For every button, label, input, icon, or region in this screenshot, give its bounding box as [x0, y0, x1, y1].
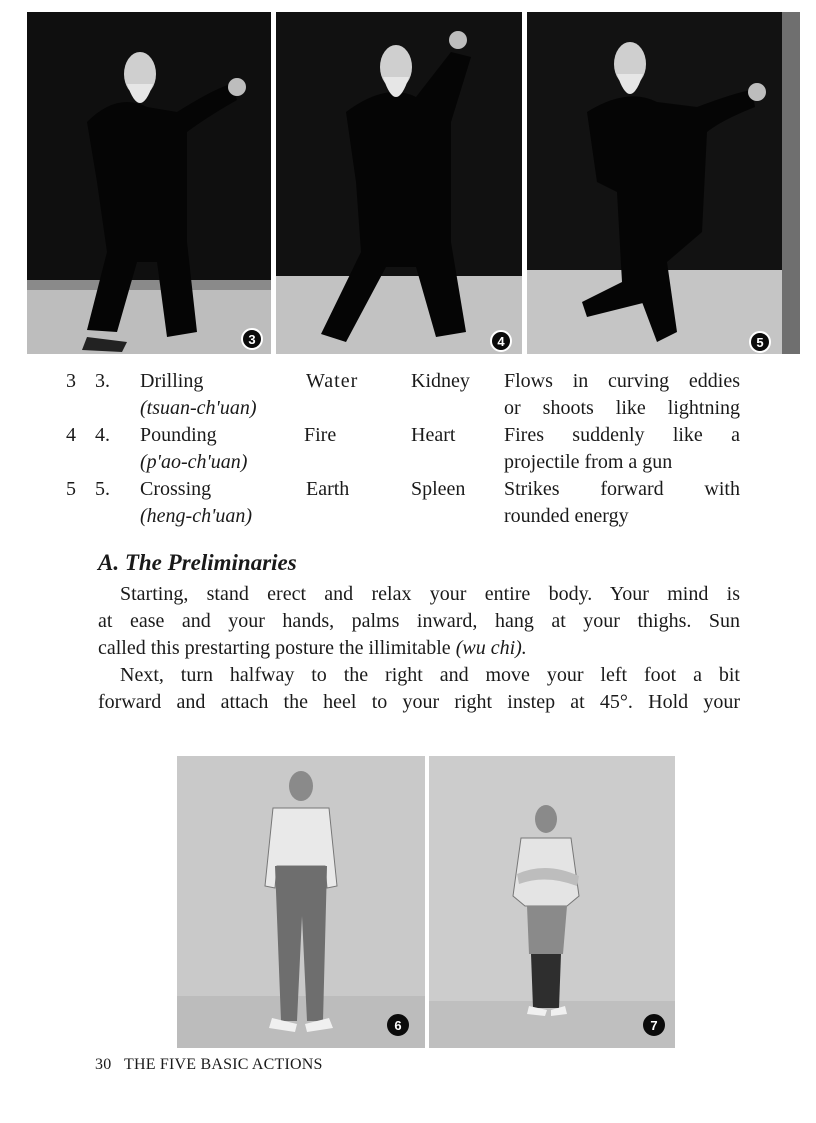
paragraph-1-line-2: at ease and your hands, palms inward, hang at your thighs. Sun [98, 610, 740, 632]
photo-6 [177, 756, 425, 1048]
photo-3 [27, 12, 271, 354]
photo-6-image [177, 756, 425, 1048]
figure-number-7: 7 [643, 1014, 665, 1036]
action-element: Water [306, 370, 359, 392]
action-organ: Kidney [411, 370, 470, 392]
row-number: 4. [95, 424, 110, 446]
action-romanized: (heng-ch'uan) [140, 505, 253, 527]
photo-4-image [276, 12, 522, 354]
photo-7 [429, 756, 675, 1048]
figure-number-5: 5 [749, 331, 771, 353]
action-name: Crossing [140, 478, 212, 500]
paragraph-1-line-3-text: called this prestarting posture the illimitable [98, 637, 456, 659]
action-description-line2: rounded energy [504, 505, 629, 527]
figure-number-6: 6 [387, 1014, 409, 1036]
paragraph-1-line-3 [98, 635, 527, 662]
section-heading: A. The Preliminaries [98, 550, 297, 575]
action-description-line1: Flows in curving eddies [504, 370, 740, 392]
running-title: THE FIVE BASIC ACTIONS [124, 1056, 323, 1073]
page-footer [95, 1056, 323, 1074]
row-number: 5. [95, 478, 110, 500]
paragraph-2-line-2: forward and attach the heel to your right instep at 45°. Hold your [98, 691, 740, 713]
action-description-line2: or shoots like lightning [504, 397, 740, 419]
action-description-line2: projectile from a gun [504, 451, 673, 473]
action-organ: Spleen [411, 478, 466, 500]
paragraph-2-line-1: Next, turn halfway to the right and move your left foot a bit [120, 664, 740, 686]
figure-number-3: 3 [241, 328, 263, 350]
paragraph-1-line-1: Starting, stand erect and relax your entire body. Your mind is [120, 583, 740, 605]
photo-5-image [527, 12, 800, 354]
action-element: Earth [306, 478, 350, 500]
row-index: 5 [66, 478, 76, 500]
page-number: 30 [95, 1056, 112, 1073]
action-description-line1: Fires suddenly like a [504, 424, 740, 446]
action-name: Drilling [140, 370, 204, 392]
action-organ: Heart [411, 424, 456, 446]
wu-chi-term: (wu chi). [455, 637, 527, 659]
photo-5 [527, 12, 800, 354]
action-romanized: (p'ao-ch'uan) [140, 451, 248, 473]
row-number: 3. [95, 370, 110, 392]
photo-4 [276, 12, 522, 354]
action-name: Pounding [140, 424, 217, 446]
photo-7-image [429, 756, 675, 1048]
action-element: Fire [304, 424, 337, 446]
row-index: 4 [66, 424, 76, 446]
action-romanized: (tsuan-ch'uan) [140, 397, 257, 419]
action-description-line1: Strikes forward with [504, 478, 740, 500]
row-index: 3 [66, 370, 76, 392]
figure-number-4: 4 [490, 330, 512, 352]
photo-3-image [27, 12, 271, 354]
